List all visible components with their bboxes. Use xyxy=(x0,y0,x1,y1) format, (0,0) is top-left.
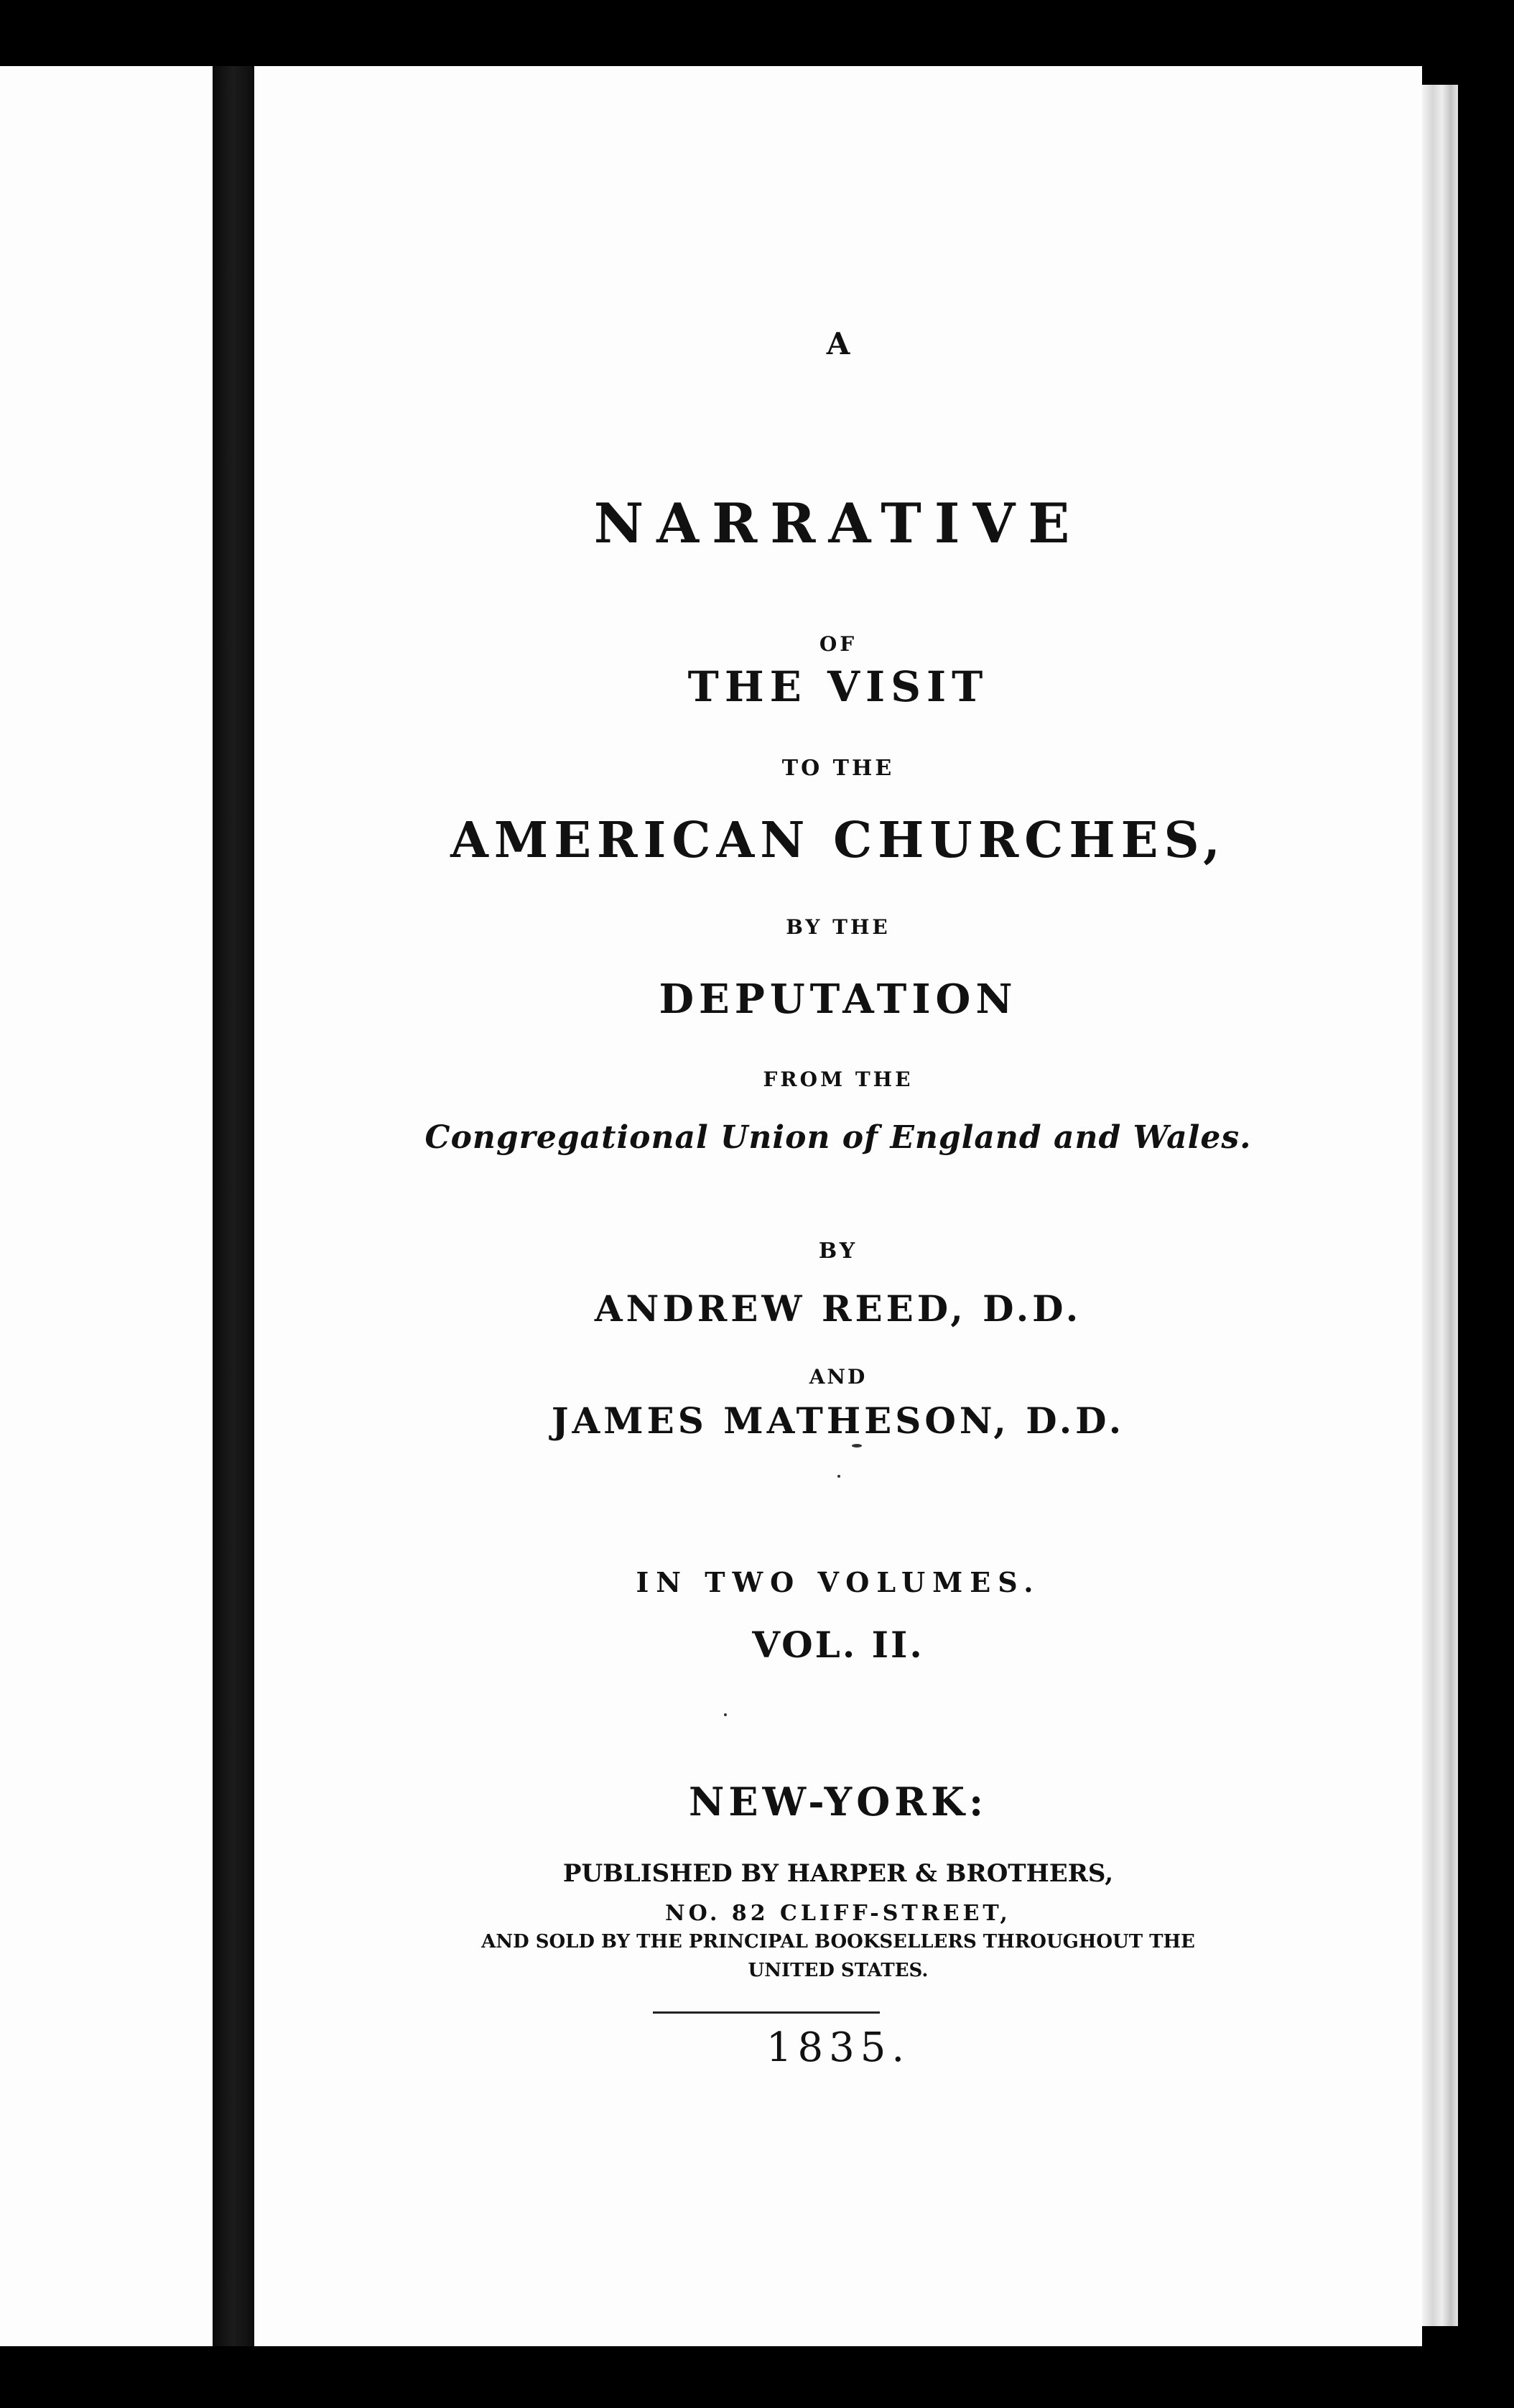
imprint-united-states: UNITED STATES. xyxy=(748,1960,929,1981)
title-deputation: DEPUTATION xyxy=(659,976,1018,1023)
volumes-note: IN TWO VOLUMES. xyxy=(636,1566,1041,1598)
author-and: AND xyxy=(809,1365,868,1389)
ink-speck xyxy=(837,1475,840,1478)
title-by-the: BY THE xyxy=(786,915,891,939)
page-edges xyxy=(1422,85,1458,2326)
author-by: BY xyxy=(818,1238,858,1264)
imprint-city: NEW-YORK: xyxy=(688,1779,988,1825)
volume-number: VOL. II. xyxy=(752,1624,924,1666)
book-gutter xyxy=(213,66,254,2346)
title-to-the: TO THE xyxy=(781,756,895,781)
title-american-churches: AMERICAN CHURCHES, xyxy=(450,812,1226,869)
title-page xyxy=(254,66,1422,2346)
author-andrew-reed: ANDREW REED, D.D. xyxy=(594,1287,1082,1330)
left-page xyxy=(0,66,213,2346)
title-of: OF xyxy=(819,632,858,656)
title-congregational-union: Congregational Union of England and Wales. xyxy=(424,1119,1252,1156)
title-from-the: FROM THE xyxy=(763,1068,914,1091)
imprint-rule xyxy=(653,2011,880,2014)
imprint-address: NO. 82 CLIFF-STREET, xyxy=(665,1901,1011,1926)
author-james-matheson: JAMES MATHESON, D.D. xyxy=(551,1399,1125,1442)
imprint-sold-by: AND SOLD BY THE PRINCIPAL BOOKSELLERS THROUGHOUT THE xyxy=(481,1931,1195,1953)
title-the-visit: THE VISIT xyxy=(687,662,989,711)
imprint-publisher: PUBLISHED BY HARPER & BROTHERS, xyxy=(562,1859,1114,1888)
title-article: A xyxy=(826,326,850,361)
imprint-year: 1835. xyxy=(766,2024,911,2071)
ink-speck xyxy=(724,1713,727,1716)
ink-speck xyxy=(852,1444,862,1448)
title-narrative: NARRATIVE xyxy=(593,491,1083,555)
